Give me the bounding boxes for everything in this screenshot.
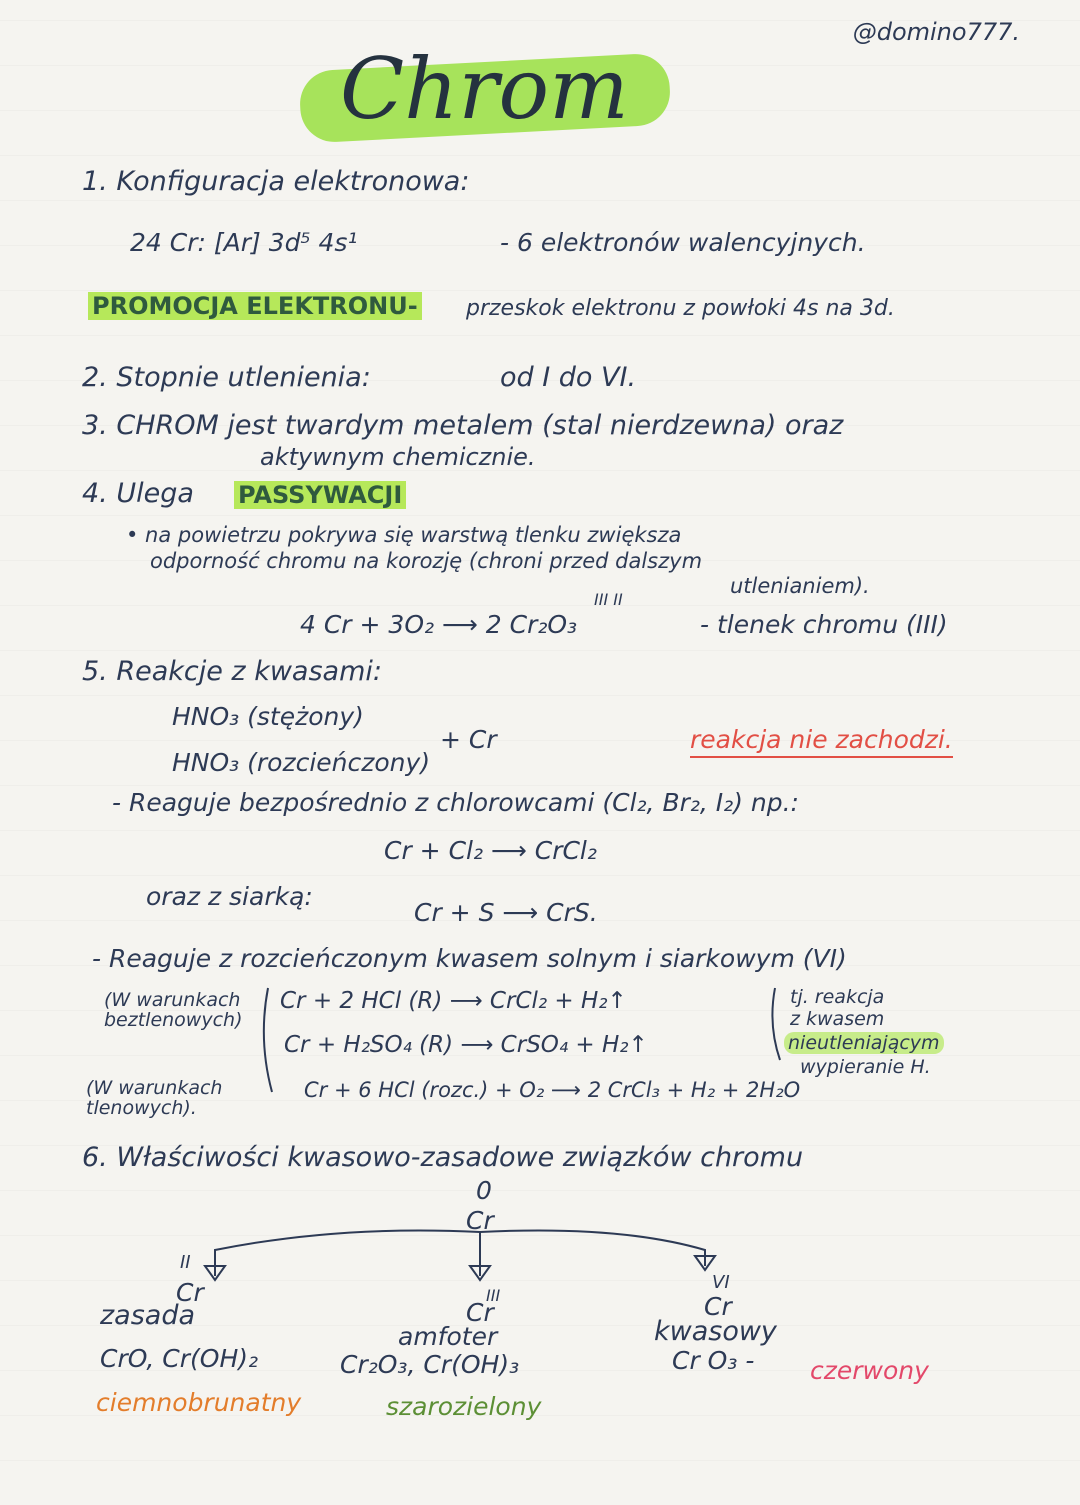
oxidation-marks: III II [594, 590, 623, 609]
oxidation-range: od I do VI. [500, 362, 637, 393]
right-type: kwasowy [654, 1316, 777, 1347]
acids-intro: - Reaguje z rozcieńczonym kwasem solnym i siarkowym (VI) [92, 944, 847, 973]
acid-concentrated: HNO₃ (stężony) [172, 702, 364, 731]
passivation-label: PASSYWACJI [234, 481, 406, 509]
middle-color: szarozielony [386, 1392, 542, 1421]
middle-formula: Cr₂O₃, Cr(OH)₃ [340, 1350, 520, 1379]
author-handle: @domino777. [852, 18, 1020, 46]
section6-heading: 6. Właściwości kwasowo-zasadowe związków chromu [82, 1142, 804, 1173]
center-element: Cr [466, 1206, 494, 1235]
section2-heading: 2. Stopnie utlenienia: [82, 362, 371, 393]
anaerobic-condition: (W warunkach beztlenowych) [104, 989, 243, 1031]
section5-heading: 5. Reakcje z kwasami: [82, 656, 382, 687]
section4-heading: 4. Ulega [82, 478, 194, 509]
note-nonoxidizing: nieutleniającym [784, 1032, 944, 1054]
left-type: zasada [100, 1300, 196, 1331]
section1-heading: 1. Konfiguracja elektronowa: [82, 166, 470, 197]
acid-dilute: HNO₃ (rozcieńczony) [172, 748, 431, 777]
oxygen-condition: (W warunkach tlenowych). [86, 1077, 223, 1119]
middle-type: amfoter [398, 1322, 498, 1351]
reaction-hcl: Cr + 2 HCl (R) ⟶ CrCl₂ + H₂↑ [280, 988, 627, 1014]
right-formula: Cr O₃ - [672, 1346, 755, 1375]
middle-element: Cr [466, 1298, 494, 1327]
note-reaction: tj. reakcja [790, 986, 885, 1008]
sulfur-reaction: Cr + S ⟶ CrS. [414, 898, 598, 927]
no-reaction-note: reakcja nie zachodzi. [690, 725, 953, 754]
right-color: czerwony [810, 1356, 929, 1385]
valence-note: - 6 elektronów walencyjnych. [500, 228, 866, 257]
passivation-bullet3: utlenianiem). [730, 574, 870, 598]
plus-chromium: + Cr [440, 725, 497, 754]
promotion-desc: przeskok elektronu z powłoki 4s na 3d. [466, 296, 895, 321]
passivation-bullet2: odporność chromu na korozję (chroni przed dalszym [150, 549, 703, 573]
promotion-label: PROMOCJA ELEKTRONU- [88, 292, 422, 320]
middle-ox: III [486, 1286, 501, 1305]
right-element: Cr [704, 1292, 732, 1321]
halogens-line: - Reaguje bezpośrednio z chlorowcami (Cl₂, Br₂, I₂) np.: [112, 788, 799, 817]
passivation-bullet1: • na powietrzu pokrywa się warstwą tlenku zwiększa [126, 523, 682, 547]
left-element: Cr [176, 1278, 204, 1307]
page-title: Chrom [340, 40, 629, 138]
sulfur-intro: oraz z siarką: [146, 882, 313, 911]
center-oxidation: 0 [476, 1176, 492, 1205]
section3-line2: aktywnym chemicznie. [260, 443, 536, 471]
right-ox: VI [712, 1272, 730, 1293]
reaction-h2so4: Cr + H₂SO₄ (R) ⟶ CrSO₄ + H₂↑ [284, 1032, 648, 1058]
passivation-reaction: 4 Cr + 3O₂ ⟶ 2 Cr₂O₃ [300, 610, 578, 639]
section3-line1: 3. CHROM jest twardym metalem (stal nierdzewna) oraz [82, 410, 844, 441]
electron-config: 24 Cr: [Ar] 3d⁵ 4s¹ [130, 228, 358, 257]
halogen-reaction: Cr + Cl₂ ⟶ CrCl₂ [384, 836, 597, 865]
reaction-oxygen: Cr + 6 HCl (rozc.) + O₂ ⟶ 2 CrCl₃ + H₂ + 2H₂O [304, 1078, 801, 1102]
note-displacement: wypieranie H. [800, 1056, 931, 1078]
oxide-name: - tlenek chromu (III) [700, 610, 948, 639]
left-ox: II [180, 1252, 191, 1273]
left-formula: CrO, Cr(OH)₂ [100, 1344, 259, 1373]
note-acid: z kwasem [790, 1008, 885, 1030]
left-color: ciemnobrunatny [96, 1388, 302, 1417]
